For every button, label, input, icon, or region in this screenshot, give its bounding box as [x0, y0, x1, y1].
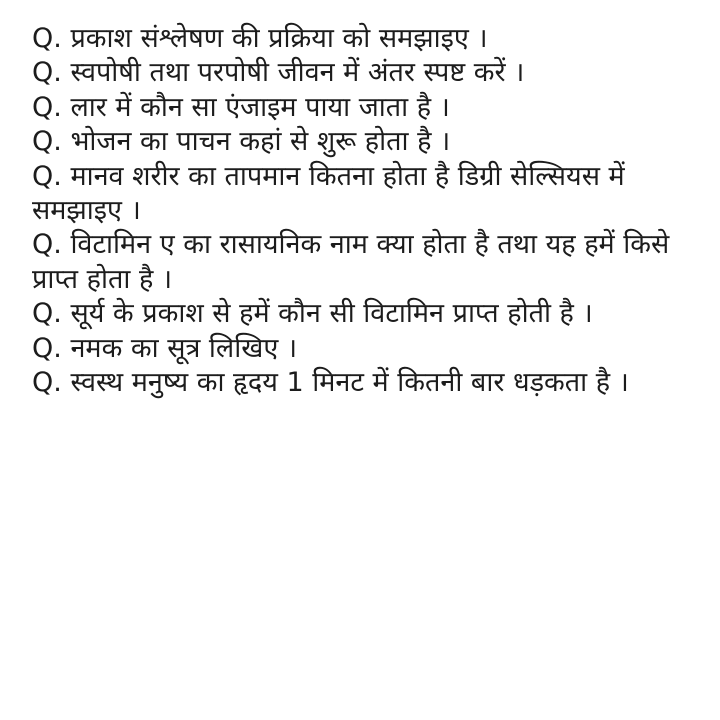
question-prefix: Q. — [32, 57, 62, 89]
question-item — [32, 332, 692, 366]
question-item — [32, 125, 692, 159]
question-item — [32, 160, 692, 229]
question-prefix: Q. — [32, 23, 62, 54]
question-text: स्वस्थ मनुष्य का हृदय 1 मिनट में कितनी बार धड़कता है । — [70, 367, 629, 399]
question-item — [32, 366, 692, 400]
question-text: प्रकाश संश्लेषण की प्रक्रिया को समझाइए । — [70, 23, 488, 54]
question-item — [32, 22, 692, 56]
question-item — [32, 297, 692, 331]
question-text: लार में कौन सा एंजाइम पाया जाता है । — [70, 91, 450, 123]
question-prefix: Q. — [32, 229, 62, 261]
question-prefix: Q. — [32, 367, 62, 399]
question-text: विटामिन ए का रासायनिक नाम क्या होता है तथा यह हमें किसे प्राप्त होता है । — [32, 229, 670, 295]
question-text: भोजन का पाचन कहां से शुरू होता है । — [70, 126, 451, 158]
question-prefix: Q. — [32, 298, 62, 330]
question-item — [32, 228, 692, 297]
question-sheet — [32, 22, 692, 400]
question-text: स्वपोषी तथा परपोषी जीवन में अंतर स्पष्ट करें । — [70, 57, 525, 89]
question-text: सूर्य के प्रकाश से हमें कौन सी विटामिन प्राप्त होती है । — [70, 298, 593, 330]
question-prefix: Q. — [32, 91, 62, 123]
question-prefix: Q. — [32, 332, 62, 364]
question-item — [32, 56, 692, 90]
question-text: नमक का सूत्र लिखिए । — [70, 332, 298, 364]
question-item — [32, 91, 692, 125]
question-text: मानव शरीर का तापमान कितना होता है डिग्री सेल्सियस में समझाइए । — [32, 160, 625, 227]
question-prefix: Q. — [32, 126, 62, 158]
question-prefix: Q. — [32, 160, 62, 192]
